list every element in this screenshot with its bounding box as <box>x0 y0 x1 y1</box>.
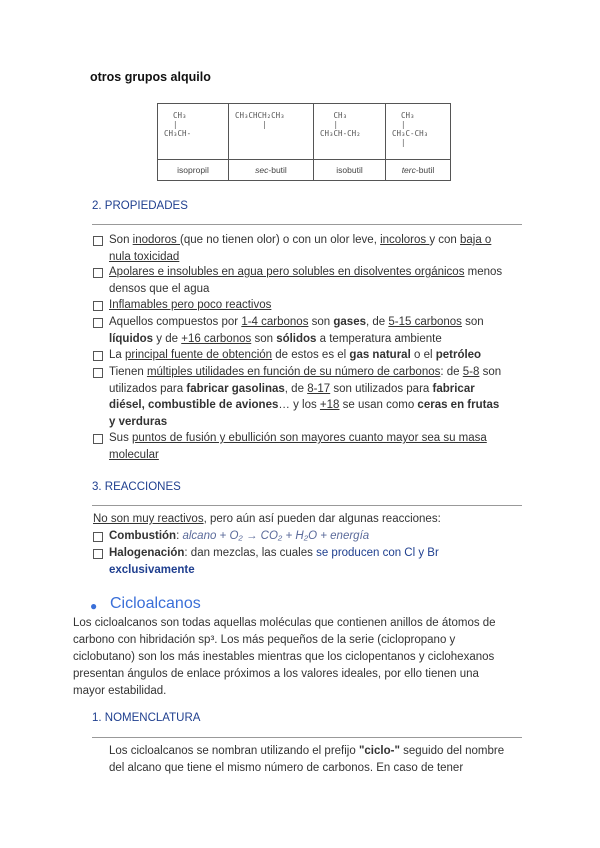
checkbox[interactable] <box>93 318 103 328</box>
structure-isopropyl <box>158 104 229 160</box>
list-item: Sus puntos de fusión y ebullición son mayores cuanto mayor sea su masa molecular <box>109 432 487 461</box>
nomenclatura-heading: 1. NOMENCLATURA <box>92 712 201 724</box>
halogenation-item: Halogenación: dan mezclas, las cuales se producen con Cl y Br exclusivamente <box>109 547 439 576</box>
checkbox[interactable] <box>93 236 103 246</box>
reacciones-intro: No son muy reactivos, pero aún así pueden dar algunas reacciones: <box>93 513 441 525</box>
propiedades-heading: 2. PROPIEDADES <box>92 200 188 212</box>
structure-tert-butyl <box>386 104 451 160</box>
combustion-item: Combustión: alcano + O₂ → CO₂ + H₂O + energía <box>109 530 370 542</box>
name-isobutyl: isobutil <box>314 160 386 181</box>
list-item: Inflamables pero poco reactivos <box>109 299 272 311</box>
list-item: Aquellos compuestos por 1-4 carbonos son gases, de 5-15 carbonos son líquidos y de +16 carbonos son sólidos a temperatura ambiente <box>109 316 484 345</box>
list-item: Tienen múltiples utilidades en función de su número de carbonos: de 5-8 son utilizados para fabricar gasolinas, de 8-17 son utilizados para fabricar diésel, combustible de aviones… y los +18 se usan como ceras en frutas y verduras <box>109 366 502 428</box>
formula-sec-butyl: CH₃CHCH₂CH₃ | <box>235 111 285 129</box>
section-divider <box>92 737 522 738</box>
reacciones-heading: 3. REACCIONES <box>92 481 181 493</box>
page-title: otros grupos alquilo <box>90 70 211 84</box>
formula-tert-butyl: CH₃ | CH₃C-CH₃ | <box>392 111 429 147</box>
alkyl-groups-table <box>157 103 451 181</box>
list-item: Apolares e insolubles en agua pero solubles en disolventes orgánicos menos densos que el agua <box>109 266 503 295</box>
section-divider <box>92 224 522 225</box>
list-item: Son inodoros (que no tienen olor) o con un olor leve, incoloros y con baja o nula toxicidad <box>109 234 492 263</box>
formula-isobutyl: CH₃ | CH₃CH-CH₂ <box>320 111 361 138</box>
name-sec-butyl: sec-butil <box>229 160 314 181</box>
bullet-icon: ● <box>90 599 98 613</box>
name-tert-butyl: terc-butil <box>386 160 451 181</box>
nomenclatura-paragraph: Los cicloalcanos se nombran utilizando el prefijo "ciclo-" seguido del nombre del alcano que tiene el mismo número de carbonos. En caso de tener <box>109 745 505 774</box>
checkbox[interactable] <box>93 549 103 559</box>
checkbox[interactable] <box>93 434 103 444</box>
cicloalcanos-paragraph: Los cicloalcanos son todas aquellas moléculas que contienen anillos de átomos de carbono con hibridación sp³. Los más pequeños de la serie (ciclopropano y ciclobutano) son los más inestables mientras que los ciclopentanos y ciclohexanos presentan ángulos de enlace próximos a los valores ideales, por ello tienen una mayor estabilidad. <box>73 617 496 697</box>
cicloalcanos-heading: Cicloalcanos <box>110 595 201 612</box>
checkbox[interactable] <box>93 532 103 542</box>
structure-isobutyl <box>314 104 386 160</box>
list-item: La principal fuente de obtención de estos es el gas natural o el petróleo <box>109 349 482 361</box>
section-divider <box>92 505 522 506</box>
checkbox[interactable] <box>93 351 103 361</box>
checkbox[interactable] <box>93 301 103 311</box>
formula-isopropyl: CH₃ | CH₃CH- <box>164 111 192 138</box>
structure-sec-butyl <box>229 104 314 160</box>
checkbox[interactable] <box>93 268 103 278</box>
checkbox[interactable] <box>93 368 103 378</box>
name-isopropyl: isopropil <box>158 160 229 181</box>
